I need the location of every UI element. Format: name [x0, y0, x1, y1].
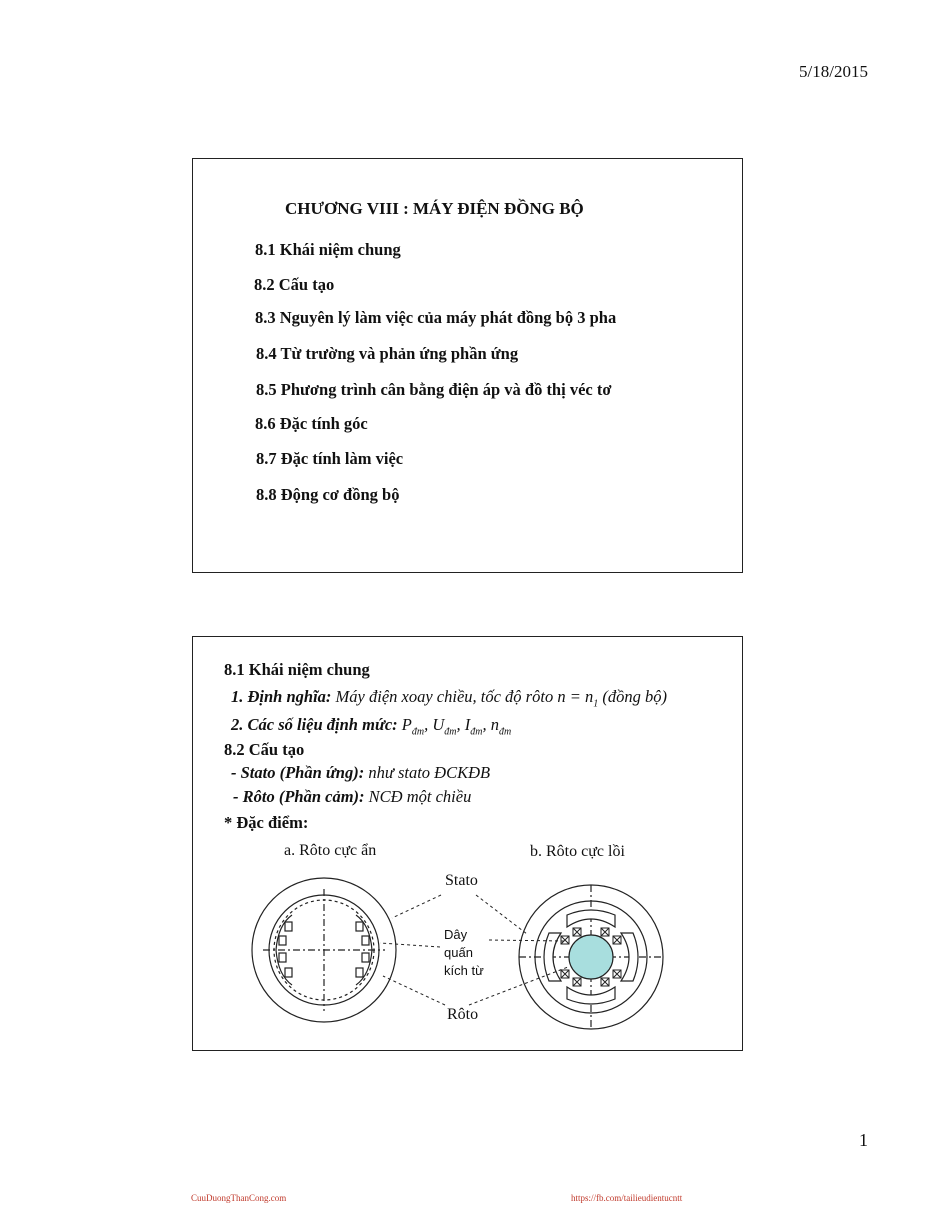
slide-overview: [192, 636, 743, 1051]
figure-b-caption: b. Rôto cực lồi: [530, 843, 625, 860]
chapter-title: CHƯƠNG VIII : MÁY ĐIỆN ĐỒNG BỘ: [285, 199, 584, 218]
footer-right: https://fb.com/tailieudientucntt: [571, 1193, 683, 1203]
machine-diagram: [193, 637, 742, 1050]
winding-label-line: quấn: [444, 945, 473, 960]
toc-item: 8.7 Đặc tính làm việc: [256, 449, 404, 468]
section-heading: 8.2 Cấu tạo: [224, 740, 305, 759]
stator-label: Stato: [445, 872, 478, 889]
salient-rotor-machine: [519, 885, 663, 1029]
slide-toc: [192, 158, 743, 573]
toc-item: 8.4 Từ trường và phản ứng phần ứng: [256, 344, 519, 363]
toc-item: 8.8 Động cơ đồng bộ: [256, 485, 400, 504]
footer-left: CuuDuongThanCong.com: [191, 1193, 287, 1203]
leader-lines: [380, 895, 568, 1005]
rotor-label: Rôto: [447, 1006, 479, 1023]
page-number: 1: [859, 1130, 868, 1150]
toc-item: 8.3 Nguyên lý làm việc của máy phát đồng bộ 3 pha: [255, 308, 617, 327]
toc-item: 8.5 Phương trình cân bằng điện áp và đồ thị véc tơ: [256, 380, 612, 399]
toc-item: 8.1 Khái niệm chung: [255, 240, 401, 259]
winding-label-line: Dây: [444, 927, 468, 942]
section-heading: 8.1 Khái niệm chung: [224, 660, 370, 679]
date: 5/18/2015: [799, 62, 868, 81]
figure-a-caption: a. Rôto cực ẩn: [284, 842, 377, 859]
rotor-line: - Rôto (Phần cảm): NCĐ một chiều: [233, 787, 472, 806]
toc-item: 8.6 Đặc tính góc: [255, 414, 368, 433]
definition-line: 1. Định nghĩa: Máy điện xoay chiều, tốc độ rôto $n = n_1$ (đồng bộ): [231, 687, 667, 710]
features-heading: * Đặc điểm:: [224, 813, 309, 832]
cylindrical-rotor-machine: [252, 878, 396, 1022]
stator-line: - Stato (Phần ứng): như stato ĐCKĐB: [231, 763, 491, 782]
rated-values-line: 2. Các số liệu định mức: $P_{đm}$, $U_{đm}$, $I_{đm}$, $n_{đm}$: [231, 715, 512, 738]
winding-label-line: kích từ: [444, 963, 484, 978]
toc-item: 8.2 Cấu tạo: [254, 275, 335, 294]
